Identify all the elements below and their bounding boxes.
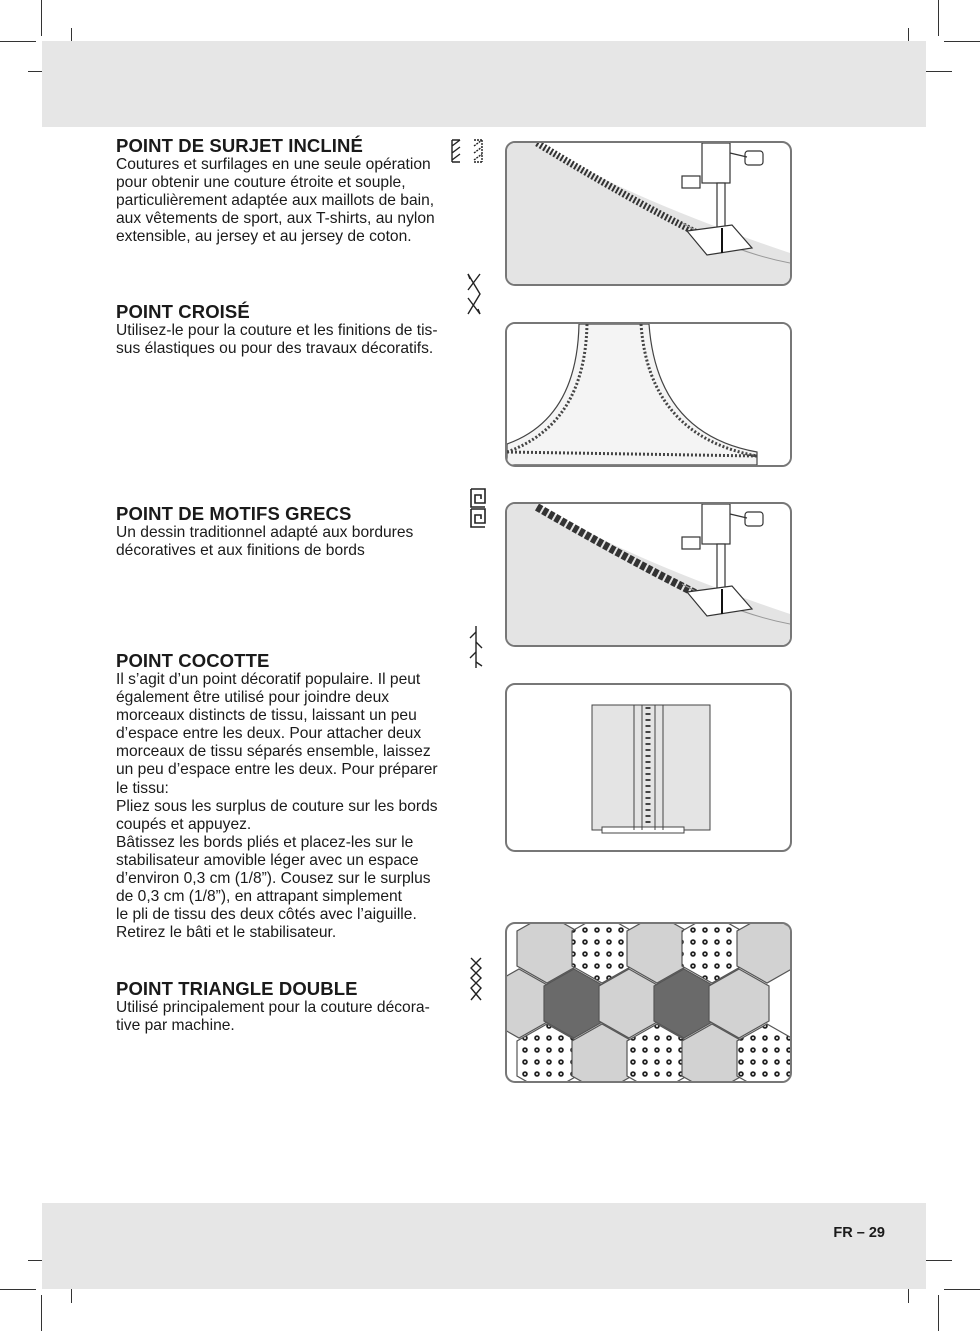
section-body: Coutures et surfilages en une seule opération pour obtenir une couture étroite et souple, particulièrement adaptée aux maillots de bain, aux vêtements de sport, aux T-shirts, au nylon extensible, au jersey et au jersey de coton.	[116, 156, 435, 246]
greek-key-stitch-icon	[467, 485, 489, 529]
section-title: POINT CROISÉ	[116, 301, 250, 322]
section-greek-key	[116, 504, 488, 560]
section-double-triangle	[116, 979, 488, 1035]
double-triangle-stitch-icon	[466, 956, 486, 1002]
header-band	[42, 41, 926, 127]
section-slant-overlock	[116, 136, 488, 246]
page-number: FR – 29	[833, 1225, 885, 1241]
illustration-sewing-foot-overlock	[505, 141, 792, 286]
section-body: Un dessin traditionnel adapté aux bordures décoratives et aux finitions de bords	[116, 524, 414, 560]
illustration-sewing-foot-greek	[505, 502, 792, 647]
footer-band	[42, 1203, 926, 1289]
section-title: POINT COCOTTE	[116, 650, 270, 671]
section-body: Utilisé principalement pour la couture décora- tive par machine.	[116, 999, 430, 1035]
section-title: POINT DE MOTIFS GRECS	[116, 503, 352, 524]
section-title: POINT DE SURJET INCLINÉ	[116, 135, 363, 156]
slant-overlock-stitch-icon	[448, 136, 488, 166]
section-body: Il s’agit d’un point décoratif populaire. Il peut également être utilisé pour joindre deux morceaux distincts de tissu, laissant un peu d’espace entre les deux. Pour attacher deux morceaux de tissu séparés ensemble, laissez un peu d’espace entre les deux. Pour préparer le tissu: Pliez sous les surplus de couture sur les bords coupés et appuyez. Bâtissez les bords pliés et placez-les sur le stabilisateur amovible léger avec un espace d’environ 0,3 cm (1/8”). Cousez sur le surplus de 0,3 cm (1/8”), en attrapant simplement le pli de tissu des deux côtés avec l’aiguille. Retirez le bâti et le stabilisateur.	[116, 671, 438, 942]
section-cross-stitch	[116, 302, 488, 358]
section-body: Utilisez-le pour la couture et les finitions de tis- sus élastiques ou pour des travaux décoratifs.	[116, 322, 438, 358]
section-feather-stitch	[116, 651, 488, 942]
illustration-garment-neckline	[505, 322, 792, 467]
feather-stitch-icon	[466, 624, 486, 670]
illustration-hexagon-patchwork	[505, 922, 792, 1083]
cross-stitch-icon	[462, 270, 486, 318]
section-title: POINT TRIANGLE DOUBLE	[116, 978, 358, 999]
illustration-joined-fabric	[505, 683, 792, 852]
